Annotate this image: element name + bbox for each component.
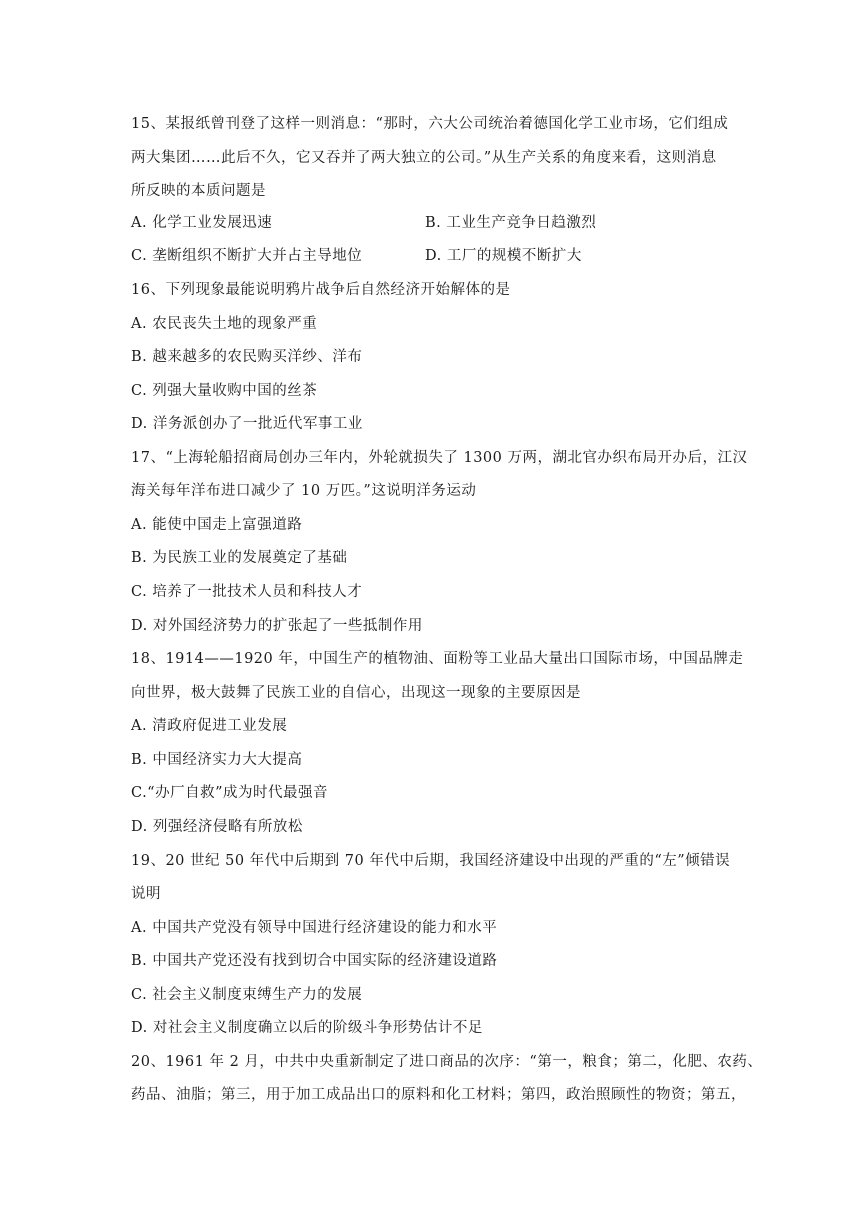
q16-stem-line-1: 16、下列现象最能说明鸦片战争后自然经济开始解体的是 (131, 282, 511, 298)
q15-option-a: A. 化学工业发展迅速 (131, 215, 273, 231)
q19-option-b: B. 中国共产党还没有找到切合中国实际的经济建设道路 (131, 953, 498, 969)
q17-option-c: C. 培养了一批技术人员和科技人才 (131, 584, 363, 600)
q20-stem-line-1: 20、1961 年 2 月，中共中央重新制定了进口商品的次序：“第一，粮食；第二，化肥、农药、 (131, 1054, 763, 1070)
q15-option-d: D. 工厂的规模不断扩大 (425, 248, 582, 264)
q18-option-c: C.“办厂自救”成为时代最强音 (131, 785, 329, 801)
q18-stem-line-2: 向世界，极大鼓舞了民族工业的自信心，出现这一现象的主要原因是 (131, 685, 581, 701)
q16-option-c: C. 列强大量收购中国的丝茶 (131, 383, 318, 399)
q18-option-b: B. 中国经济实力大大提高 (131, 752, 303, 768)
q15-option-c: C. 垄断组织不断扩大并占主导地位 (131, 248, 363, 264)
q15-stem-line-2: 两大集团……此后不久，它又吞并了两大独立的公司。”从生产关系的角度来看，这则消息 (131, 150, 717, 166)
q19-option-d: D. 对社会主义制度确立以后的阶级斗争形势估计不足 (131, 1020, 483, 1036)
q15-stem-line-1: 15、某报纸曾刊登了这样一则消息：“那时，六大公司统治着德国化学工业市场，它们组成 (131, 116, 729, 132)
q17-stem-line-2: 海关每年洋布进口减少了 10 万匹。”这说明洋务运动 (131, 483, 477, 499)
q18-option-a: A. 清政府促进工业发展 (131, 718, 288, 734)
q16-option-b: B. 越来越多的农民购买洋纱、洋布 (131, 349, 363, 365)
q19-stem-line-1: 19、20 世纪 50 年代中后期到 70 年代中后期，我国经济建设中出现的严重的“左”倾错误 (131, 853, 731, 869)
q19-option-a: A. 中国共产党没有领导中国进行经济建设的能力和水平 (131, 920, 498, 936)
q18-stem-line-1: 18、1914——1920 年，中国生产的植物油、面粉等工业品大量出口国际市场，中国品牌走 (131, 651, 744, 667)
q17-option-b: B. 为民族工业的发展奠定了基础 (131, 550, 348, 566)
q15-stem-line-3: 所反映的本质问题是 (131, 183, 266, 199)
q16-option-a: A. 农民丧失土地的现象严重 (131, 316, 318, 332)
q17-option-d: D. 对外国经济势力的扩张起了一些抵制作用 (131, 618, 423, 634)
q19-option-c: C. 社会主义制度束缚生产力的发展 (131, 987, 363, 1003)
q17-stem-line-1: 17、“上海轮船招商局创办三年内，外轮就损失了 1300 万两，湖北官办织布局开办后，江汉 (131, 450, 748, 466)
q16-option-d: D. 洋务派创办了一批近代军事工业 (131, 416, 363, 432)
q17-option-a: A. 能使中国走上富强道路 (131, 517, 303, 533)
q18-option-d: D. 列强经济侵略有所放松 (131, 819, 303, 835)
q20-stem-line-2: 药品、油脂；第三，用于加工成品出口的原料和化工材料；第四，政治照顾性的物资；第五， (131, 1087, 746, 1103)
q15-option-b: B. 工业生产竞争日趋激烈 (425, 215, 597, 231)
q19-stem-line-2: 说明 (131, 886, 161, 902)
